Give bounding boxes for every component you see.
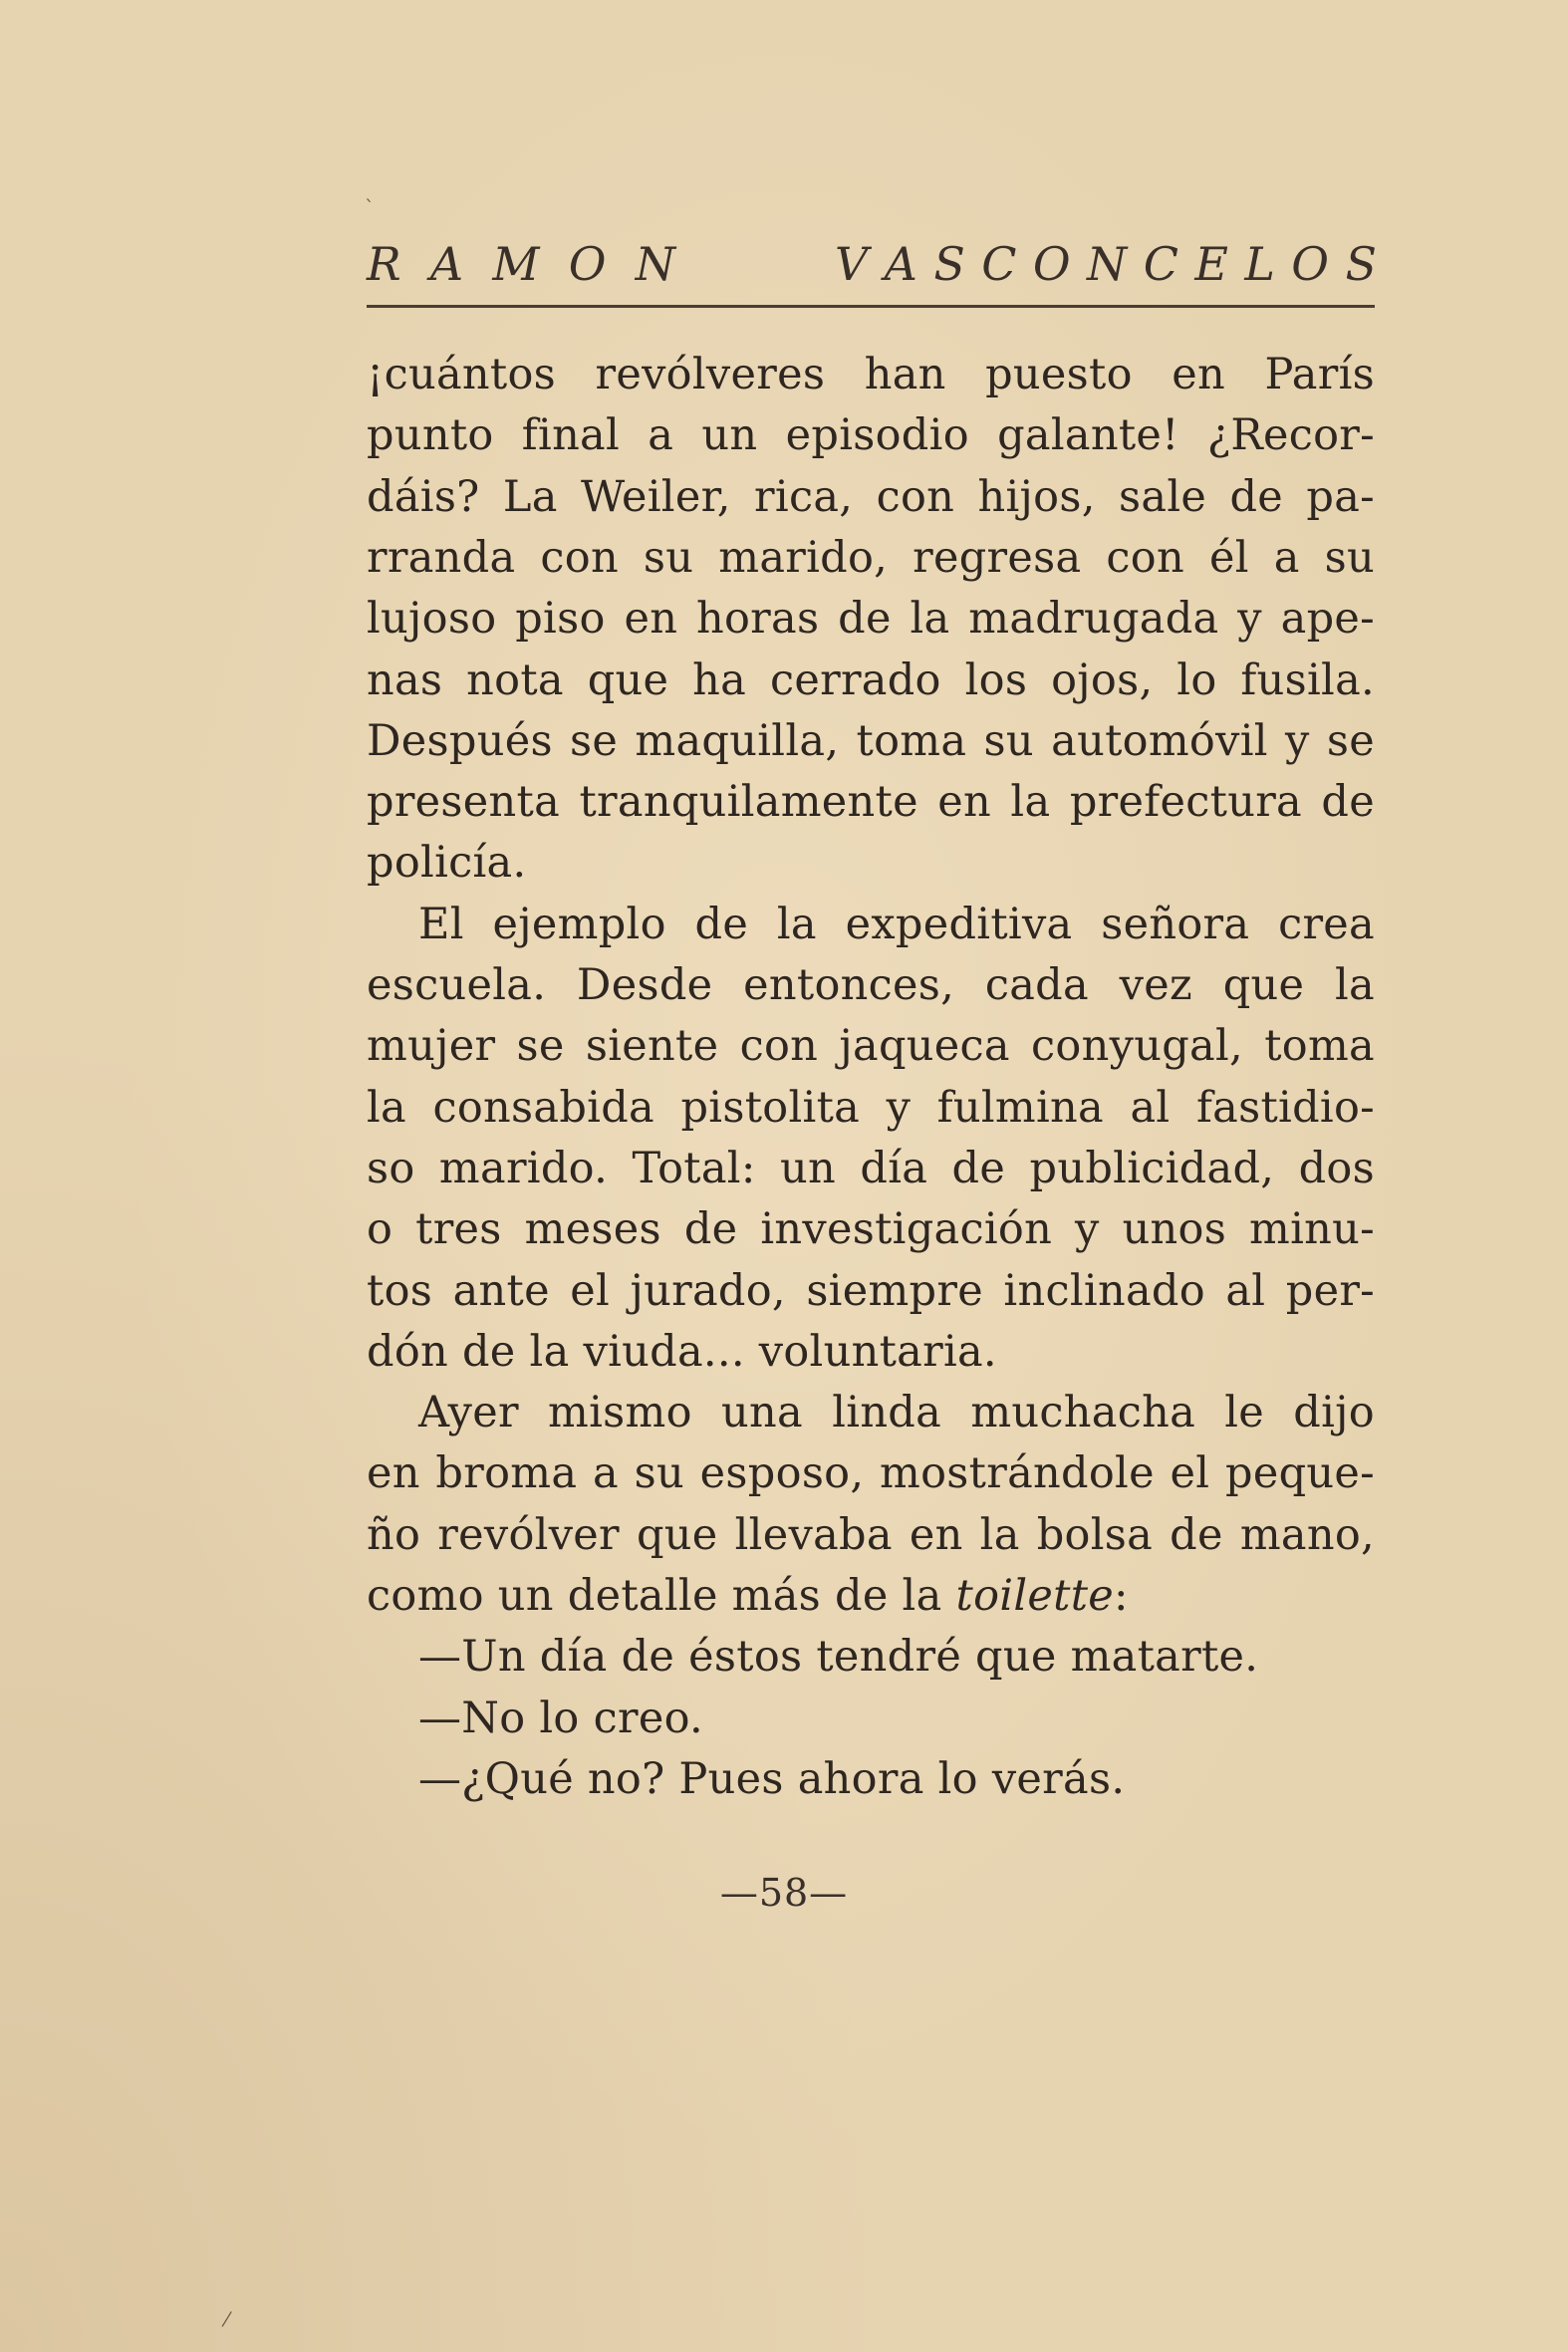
running-head-letter: E xyxy=(1194,237,1228,291)
text-line: mujer se siente con jaqueca conyugal, toma xyxy=(367,1021,1375,1072)
running-head-author-last xyxy=(835,237,1377,291)
running-head-letter: N xyxy=(1087,237,1128,291)
running-head-letter: C xyxy=(1143,237,1178,291)
running-head-letter: S xyxy=(1345,237,1377,291)
text-line: ¡cuántos revólveres han puesto en París xyxy=(367,350,1375,399)
text-line: Ayer mismo una linda muchacha le dijo xyxy=(418,1388,1375,1438)
text-line: en broma a su esposo, mostrándole el peque- xyxy=(367,1448,1375,1499)
running-head-letter: O xyxy=(1291,237,1330,291)
running-head-letter: O xyxy=(1032,237,1071,291)
text-line: dáis? La Weiler, rica, con hijos, sale de pa- xyxy=(367,471,1375,522)
text-line: —¿Qué no? Pues ahora lo verás. xyxy=(418,1753,1126,1804)
text-line: El ejemplo de la expeditiva señora crea xyxy=(418,899,1375,949)
text-line: Después se maquilla, toma su automóvil y se xyxy=(367,715,1375,766)
running-head-rule xyxy=(367,305,1375,308)
running-head-letter: V xyxy=(835,237,869,291)
running-head-letter: L xyxy=(1244,237,1275,291)
page-speck: ˋ xyxy=(365,195,375,219)
running-head-letter: S xyxy=(933,237,965,291)
text-line: dón de la viuda... voluntaria. xyxy=(367,1326,997,1377)
running-head xyxy=(367,237,1377,291)
italic-term: toilette xyxy=(955,1571,1115,1621)
text-line: presenta tranquilamente en la prefectura de xyxy=(367,777,1375,828)
text-line: policía. xyxy=(367,838,527,889)
text-line: punto final a un episodio galante! ¿Recor- xyxy=(367,410,1375,461)
running-head-letter: N xyxy=(635,237,675,291)
text-line: lujoso piso en horas de la madrugada y ape- xyxy=(367,594,1375,645)
text-line: —No lo creo. xyxy=(418,1693,703,1743)
text-line: como un detalle más de la toilette: xyxy=(367,1571,1129,1621)
text-line: nas nota que ha cerrado los ojos, lo fusila. xyxy=(367,654,1375,705)
running-head-letter: O xyxy=(568,237,607,291)
text-line: rranda con su marido, regresa con él a su xyxy=(367,532,1375,583)
page-number: —58— xyxy=(719,1871,849,1915)
running-head-letter: C xyxy=(981,237,1017,291)
running-head-letter: R xyxy=(367,237,401,291)
text-line: o tres meses de investigación y unos minu- xyxy=(367,1204,1375,1255)
text-line: so marido. Total: un día de publicidad, dos xyxy=(367,1143,1375,1193)
text-line: escuela. Desde entonces, cada vez que la xyxy=(367,960,1375,1010)
running-head-letter: A xyxy=(429,237,464,291)
running-head-author-first xyxy=(367,237,675,291)
text-line: ño revólver que llevaba en la bolsa de mano, xyxy=(367,1509,1375,1560)
running-head-letter: A xyxy=(884,237,917,291)
text-line: la consabida pistolita y fulmina al fastidio- xyxy=(367,1082,1375,1133)
text-line: —Un día de éstos tendré que matarte. xyxy=(418,1632,1259,1683)
running-head-letter: M xyxy=(492,237,540,291)
text-line: tos ante el jurado, siempre inclinado al per- xyxy=(367,1265,1375,1316)
page-speck: ⁄ xyxy=(225,2307,229,2331)
